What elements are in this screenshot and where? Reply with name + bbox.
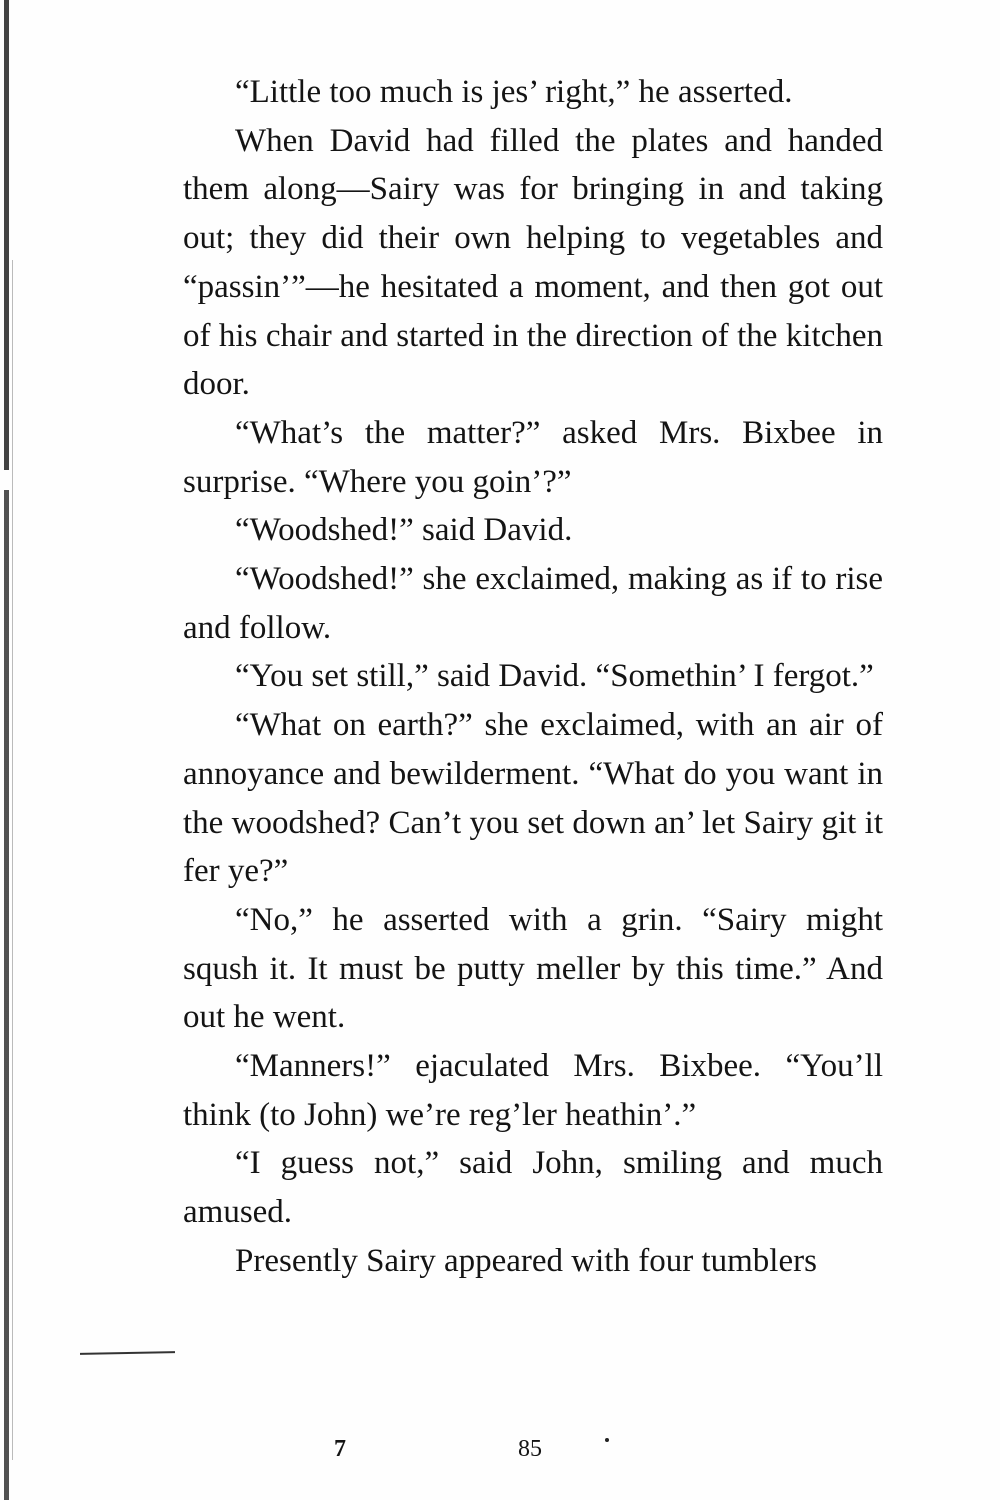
ink-dot	[605, 1438, 609, 1442]
body-text	[183, 68, 883, 1286]
paragraph: “Woodshed!” said David.	[235, 512, 573, 549]
paragraph: “Manners!” ejaculated Mrs. Bixbee. “You’ll think (to John) we’re reg’ler heathin’.”	[183, 1048, 883, 1133]
signature-mark: 7	[334, 1436, 346, 1462]
paragraph: “What on earth?” she exclaimed, with an air of annoyance and bewilderment. “What do you want in the woodshed? Can’t you set down an’ let Sairy git it fer ye?”	[183, 707, 883, 890]
scan-edge-shadow	[4, 0, 9, 1500]
paragraph: “What’s the matter?” asked Mrs. Bixbee in surprise. “Where you goin’?”	[183, 414, 883, 500]
paragraph: Presently Sairy appeared with four tumblers	[235, 1242, 817, 1279]
scan-edge-line	[12, 260, 13, 1460]
page-number: 85	[518, 1436, 542, 1462]
page-footer	[0, 1430, 1000, 1480]
paragraph: “You set still,” said David. “Somethin’ I fergot.”	[235, 658, 874, 695]
paragraph: “Woodshed!” she exclaimed, making as if to rise and follow.	[183, 561, 883, 646]
paragraph: “I guess not,” said John, smiling and much amused.	[183, 1145, 883, 1231]
paragraph: “No,” he asserted with a grin. “Sairy might sqush it. It must be putty meller by this time.” And out he went.	[183, 901, 883, 1036]
paragraph: “Little too much is jes’ right,” he asserted.	[235, 74, 793, 110]
paragraph: When David had filled the plates and handed them along—Sairy was for bringing in and taking out; they did their own helping to vegetables and “passin’”—he hesitated a moment, and then got out of his chair and started in the direction of the kitchen door.	[183, 122, 883, 403]
margin-pencil-mark	[80, 1351, 175, 1355]
